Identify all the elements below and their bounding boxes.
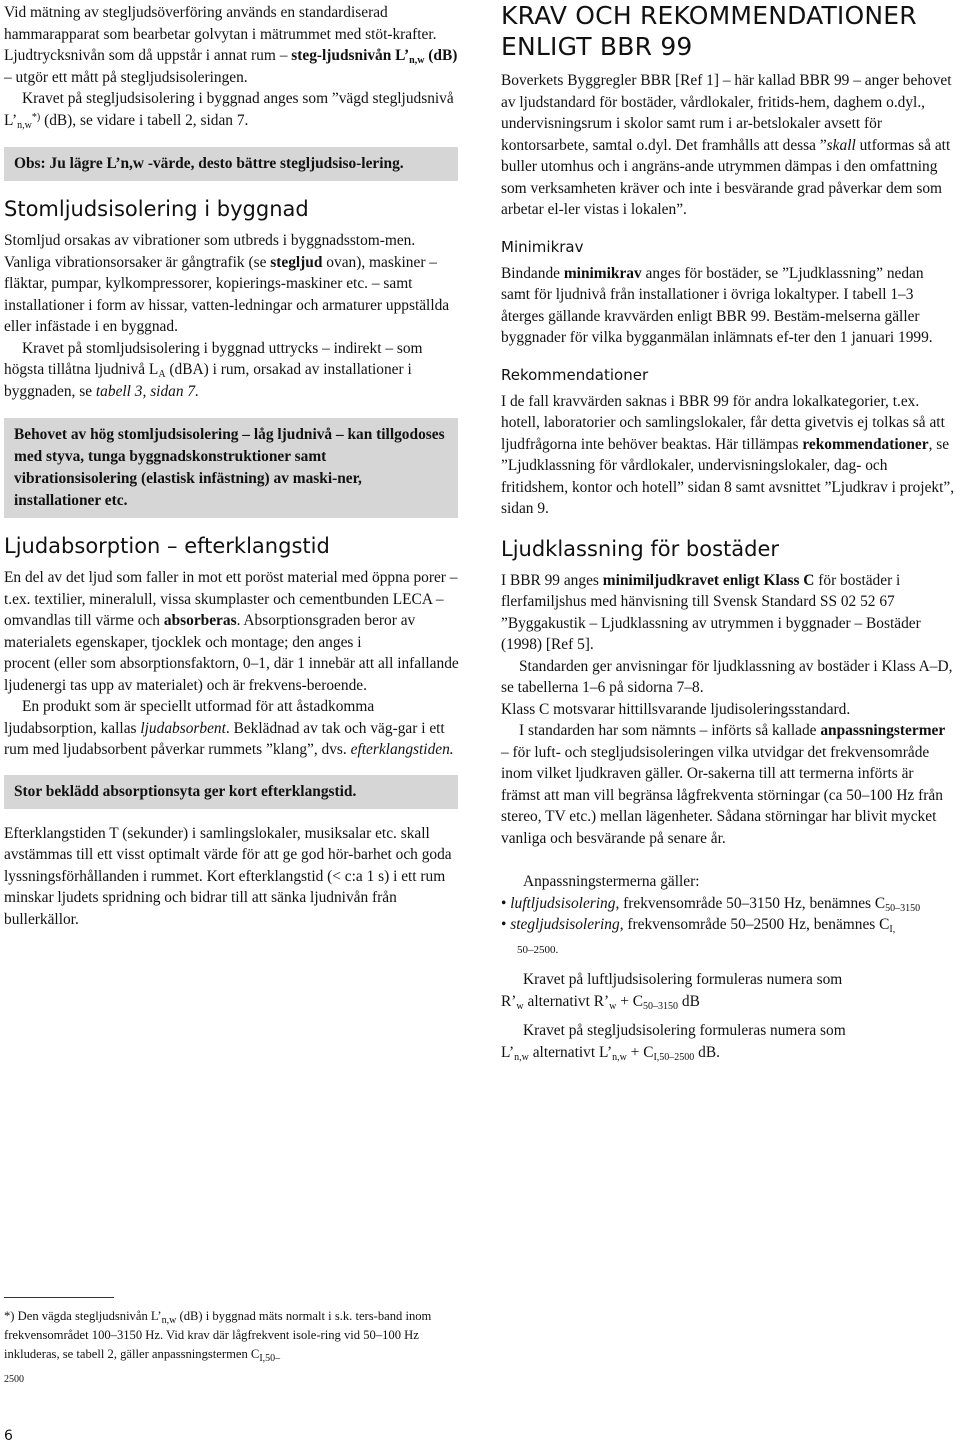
paragraph: En produkt som är speciellt utformad för att åstadkomma ljudabsorption, kallas ljudabsorbent. Beklädnad av tak och väg-gar i ett rum med ljudabsorbent påverkar rummets ”klang”, dvs. efterklangstiden. xyxy=(4,698,454,758)
bullet-continuation: 50–2500. xyxy=(517,943,559,956)
section-heading: Stomljudsisolering i byggnad xyxy=(4,197,309,221)
paragraph: procent (eller som absorptionsfaktorn, 0–1, där 1 innebär att all infallande ljudenergi tas upp av materialet) och är frekvens-beroende. xyxy=(4,655,459,694)
formula: $R’_w$ alternativt $R’_w + C_{50-3150}$ dB xyxy=(501,992,700,1012)
section-heading: Ljudabsorption – efterklangstid xyxy=(4,534,330,558)
paragraph: Vid mätning av stegljudsöverföring används en standardiserad hammarapparat som bearbetar golvytan i mätrummet med stöt-krafter. Ljudtrycksnivån som då uppstår i annat rum – steg-ljudsnivån $L’_{n,w}$ (dB) – utgör ett mått på stegljudsisoleringen. xyxy=(4,4,458,86)
paragraph: I BBR 99 anges minimiljudkravet enligt Klass C för bostäder i flerfamiljshus med hänvisning till Svensk Standard SS 02 52 67 ”Byggakustik – Ljudklassning av utrymmen i byggnader – Bostäder (1998) [Ref 5]. xyxy=(501,571,921,653)
paragraph: Kravet på stegljudsisolering i byggnad anges som ”vägd stegljudsnivå $L’_{n,w}^{*)}$ (dB), se vidare i tabell 2, sidan 7. xyxy=(4,90,454,131)
subheading: Rekommendationer xyxy=(501,365,649,384)
right-column xyxy=(501,0,955,1063)
highlight-box: Obs: Ju lägre L’n,w -värde, desto bättre stegljudsiso-lering. xyxy=(4,147,458,181)
paragraph: I standarden har som nämnts – införts så kallade anpassningstermer – för luft- och stegljudsisoleringen vilka utvidgar det frekvensområde inom vilket ljudkraven gäller. Or-sakerna till att termerna införts är främst att man vill begränsa lågfrekventa störningar (ca 50–100 Hz från stereo, TV etc.) mellan lägenheter. Sådana störningar har blivit mycket vanliga och besvärande på senare år. xyxy=(501,722,946,847)
footnote-text-tail: 2500 xyxy=(4,1374,24,1385)
footnote xyxy=(4,1307,454,1389)
section-heading: Ljudklassning för bostäder xyxy=(501,536,780,561)
bullet-item: • luftljudsisolering, frekvensområde 50–3150 Hz, benämnes $C_{50-3150}$ xyxy=(501,894,921,914)
subheading: Minimikrav xyxy=(501,237,584,256)
highlight-box: Stor beklädd absorptionsyta ger kort efterklangstid. xyxy=(4,775,458,809)
paragraph: Stomljud orsakas av vibrationer som utbreds i byggnadsstom-men. Vanliga vibrationsorsaker är gångtrafik (se stegljud ovan), maskiner – fläktar, pumpar, kylkompressorer, kopierings-maskiner etc. – samt installationer i form av hissar, vatten-ledningar och armaturer uppställda eller infästade i en byggnad. xyxy=(4,232,450,335)
main-heading: KRAV OCH REKOMMENDATIONER ENLIGT BBR 99 xyxy=(501,1,917,61)
bullet-item: • stegljudsisolering, frekvensområde 50–2500 Hz, benämnes $C_{I,}$ xyxy=(501,916,896,935)
paragraph: Kravet på stomljudsisolering i byggnad uttrycks – indirekt – som högsta tillåtna ljudnivå $L_A$ (dBA) i rum, orsakad av installationer i byggnaden, se tabell 3, sidan 7. xyxy=(4,339,423,400)
highlight-box: Behovet av hög stomljudsisolering – låg ljudnivå – kan tillgodoses med styva, tunga byggnadskonstruktioner samt vibrationsisolering (elastisk infästning) av maski-ner, installationer etc. xyxy=(4,418,458,518)
footnote-text: *) Den vägda stegljudsnivån $L’_{n,w}$ (dB) i byggnad mäts normalt i s.k. ters-band inom frekvensområdet 100–3150 Hz. Vid krav där lågfrekvent isole-ring vid 50–100 Hz inkluderas, se tabell 2, gäller anpassningstermen $C_{I,50-}$ xyxy=(4,1309,432,1364)
paragraph: Kravet på luftljudsisolering formuleras numera som xyxy=(523,971,843,988)
bold-term: steg-ljudsnivån $L’_{n,w}$ (dB) xyxy=(291,47,458,66)
left-column xyxy=(4,0,462,930)
formula: $L’_{n,w}$ alternativt $L’_{n,w} + C_{I,50-2500}$ dB. xyxy=(501,1043,720,1063)
paragraph: Efterklangstiden T (sekunder) i samlingslokaler, musiksalar etc. skall avstämmas till ett visst optimalt värde för att ge god hör-barhet och goda lyssningsförhållanden i rummet. Kort efterklangstid (< c:a 1 s) i ett rum minskar ljudets spridning och bidrar till att sänka ljudnivån från bullerkällor. xyxy=(4,824,452,928)
paragraph: Anpassningstermerna gäller: xyxy=(523,873,700,890)
paragraph: Bindande minimikrav anges för bostäder, se ”Ljudklassning” nedan samt för ljudnivå från installationer i övriga lokaltyper. I tabell 1–3 återges gällande kravvärden enligt BBR 99. Bestäm-melserna gäller byggnader för vilka bygganmälan inlämnats ef-ter den 1 januari 1999. xyxy=(501,264,933,346)
paragraph: Klass C motsvarar hittillsvarande ljudisoleringsstandard. xyxy=(501,700,851,718)
footnote-rule xyxy=(4,1297,114,1298)
paragraph: Boverkets Byggregler BBR [Ref 1] – här kallad BBR 99 – anger behovet av ljudstandard för bostäder, vårdlokaler, fritids-hem, daghem o.dyl., undervisningsrum i skolor samt rum i ar-betslokaler avsett för kontorsarbete, samtal o.dyl. Det framhålls att dessa ”skall utformas så att buller utomhus och i angräns-ande utrymmen dämpas i den omfattning som verksamheten kräver och inte i besvärande grad påverkar dem som arbetar el-ler vistas i lokalen”. xyxy=(501,72,952,218)
paragraph: En del av det ljud som faller in mot ett poröst material med öppna porer – t.ex. textilier, mineralull, vissa skumplaster och cementbunden LECA – omvandlas till värme och absorberas. Absorptionsgraden beror av materialets egenskaper, tjocklek och montage; den anges i xyxy=(4,569,458,651)
page-number: 6 xyxy=(4,1428,13,1444)
paragraph: I de fall kravvärden saknas i BBR 99 för andra lokalkategorier, t.ex. hotell, laboratorier och samlingslokaler, får detta givetvis ej tolkas så att ljudfrågorna inte behöver beaktas. Här tillämpas rekommendationer, se ”Ljudklassning för vårdlokaler, undervisningslokaler, dag- och fritidshem, kontor och hotell” sidan 8 samt avsnittet ”Ljudkrav i projekt”, sidan 9. xyxy=(501,392,955,517)
paragraph: Kravet på stegljudsisolering formuleras numera som xyxy=(523,1022,846,1039)
paragraph: Standarden ger anvisningar för ljudklassning av bostäder i Klass A–D, se tabellerna 1–6 på sidorna 7–8. xyxy=(501,657,953,696)
